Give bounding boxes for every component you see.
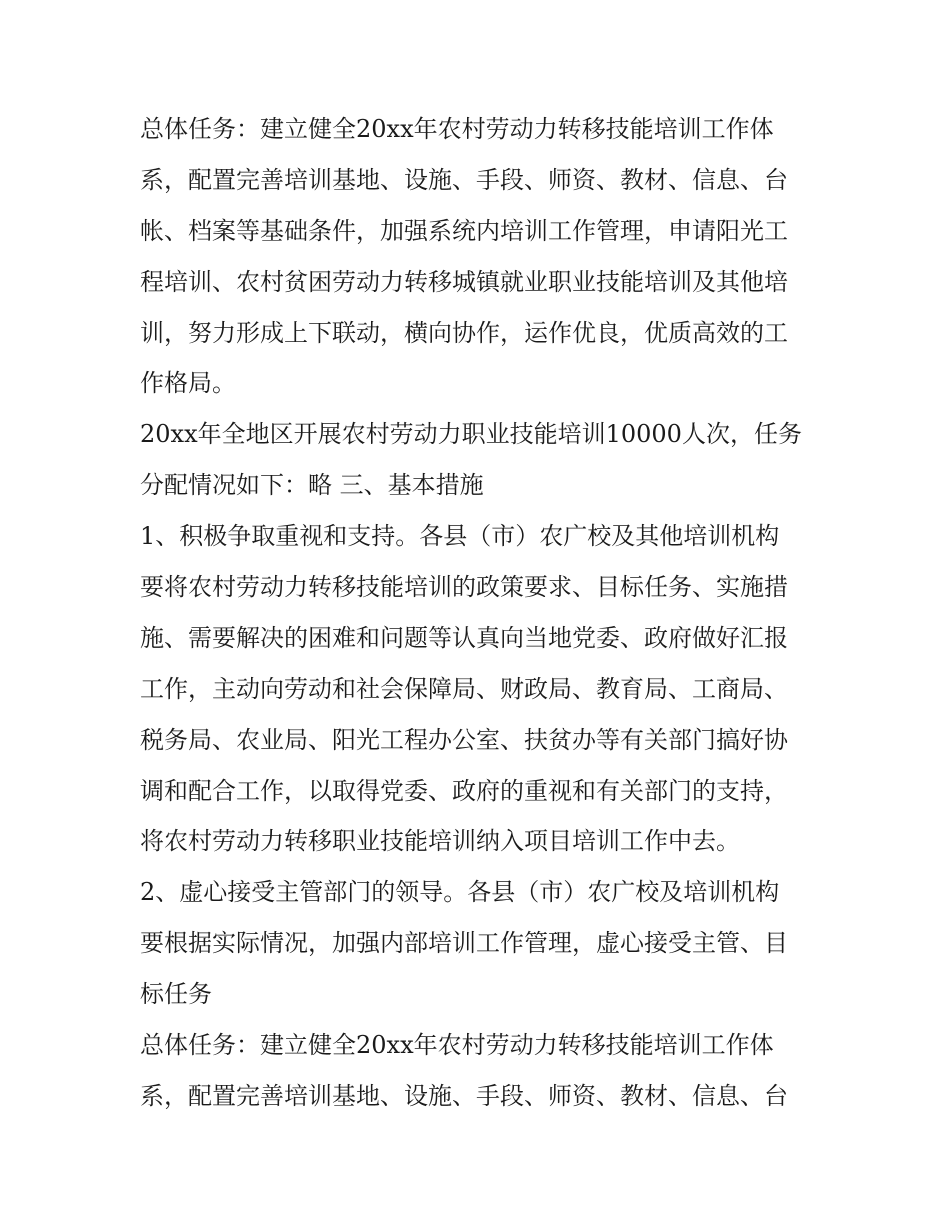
text-line: 帐、档案等基础条件，加强系统内培训工作管理，申请阳光工 [140, 216, 788, 245]
text-line: 程培训、农村贫困劳动力转移城镇就业职业技能培训及其他培 [140, 267, 788, 296]
text-line: 总体任务：建立健全20xx年农村劳动力转移技能培训工作体 [140, 115, 774, 143]
text-line: 要根据实际情况，加强内部培训工作管理，虚心接受主管、目 [140, 929, 788, 958]
text-line: 总体任务：建立健全20xx年农村劳动力转移技能培训工作体 [140, 1031, 774, 1060]
text-line: 工作，主动向劳动和社会保障局、财政局、教育局、工商局、 [140, 674, 788, 703]
text-line: 施、需要解决的困难和问题等认真向当地党委、政府做好汇报 [140, 623, 788, 652]
text-line: 分配情况如下：略 三、基本措施 [140, 471, 484, 500]
document-body [140, 104, 820, 1122]
text-line: 系，配置完善培训基地、设施、手段、师资、教材、信息、台 [140, 1081, 788, 1110]
text-line: 2、虚心接受主管部门的领导。各县（市）农广校及培训机构 [140, 878, 780, 907]
text-line: 标任务 [140, 980, 212, 1009]
text-line: 1、积极争取重视和支持。各县（市）农广校及其他培训机构 [140, 522, 780, 551]
text-line: 税务局、农业局、阳光工程办公室、扶贫办等有关部门搞好协 [140, 725, 788, 754]
text-line: 要将农村劳动力转移技能培训的政策要求、目标任务、实施措 [140, 573, 788, 602]
text-line: 作格局。 [140, 369, 236, 398]
text-line: 调和配合工作，以取得党委、政府的重视和有关部门的支持， [140, 776, 788, 805]
text-line: 训，努力形成上下联动，横向协作，运作优良，优质高效的工 [140, 318, 788, 347]
text-line: 20xx年全地区开展农村劳动力职业技能培训10000人次，任务 [140, 420, 802, 449]
text-line: 系，配置完善培训基地、设施、手段、师资、教材、信息、台 [140, 165, 788, 194]
text-line: 将农村劳动力转移职业技能培训纳入项目培训工作中去。 [140, 827, 740, 856]
